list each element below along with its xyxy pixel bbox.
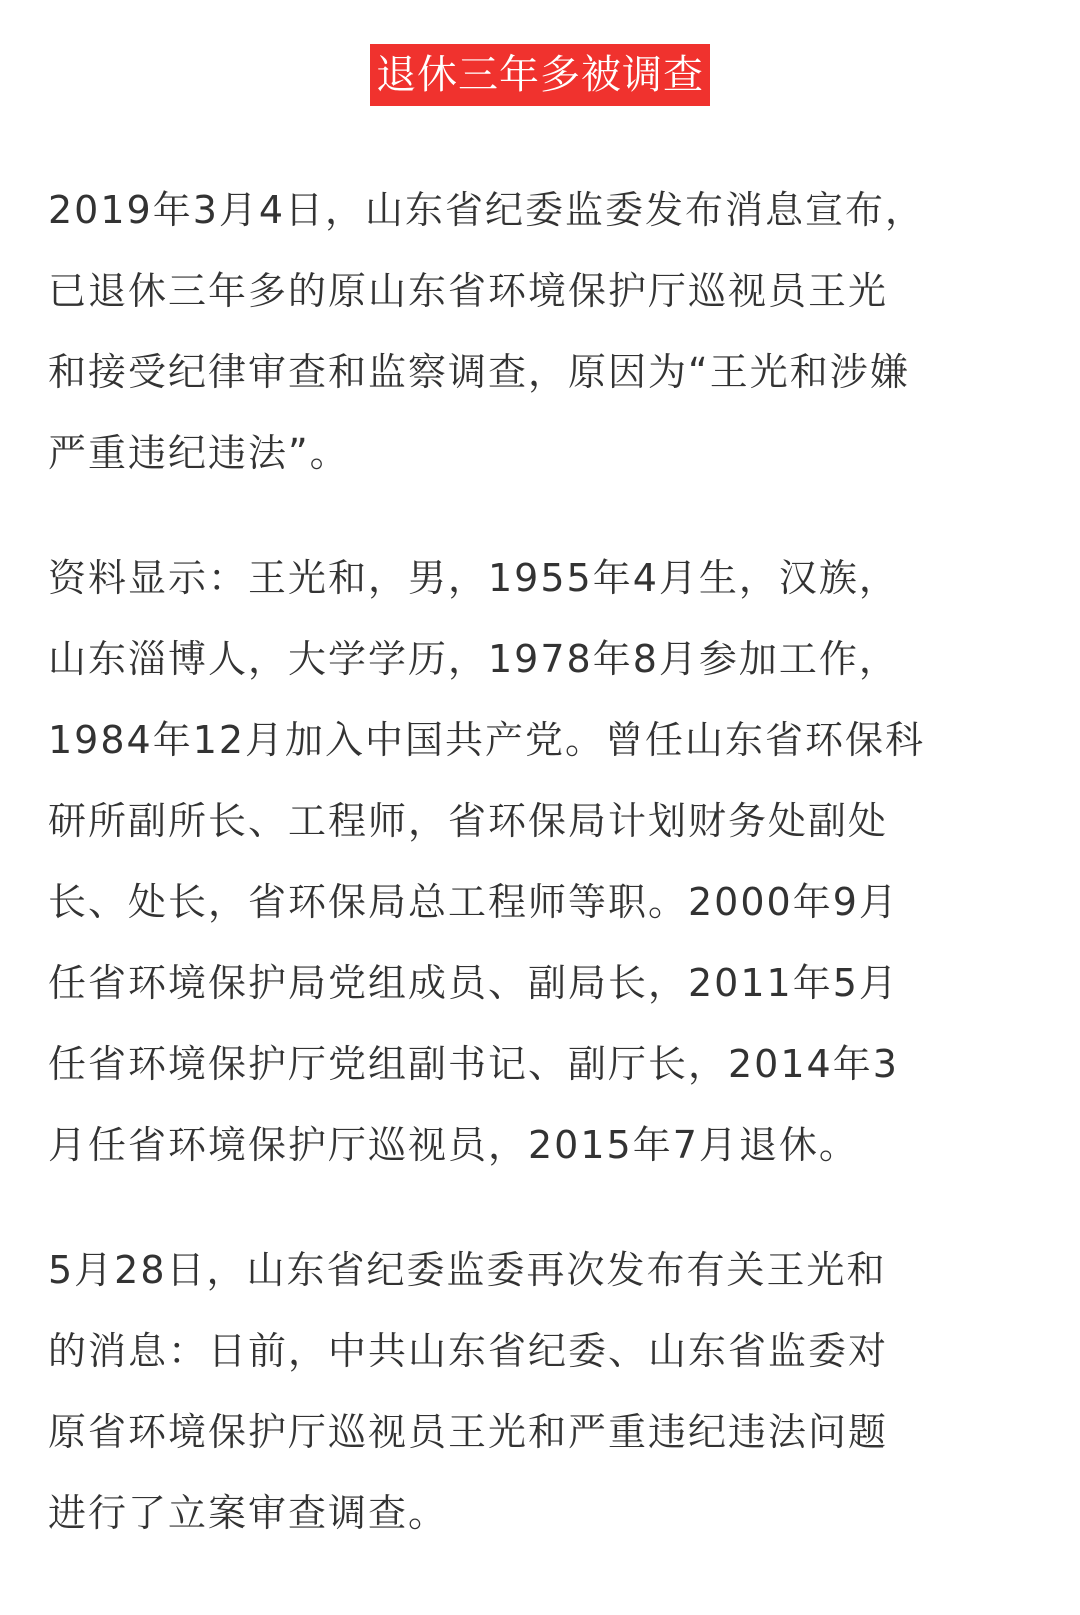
paragraph-line: 原省环境保护厅巡视员王光和严重违纪违法问题 — [48, 1410, 889, 1454]
paragraph-line: 山东淄博人，大学学历，1978年8月参加工作， — [48, 637, 899, 681]
paragraph-line: 和接受纪律审查和监察调查，原因为“王光和涉嫌 — [48, 350, 910, 394]
paragraph-investigation — [48, 1230, 1032, 1554]
paragraph-line: 研所副所长、工程师，省环保局计划财务处副处 — [48, 799, 889, 843]
paragraph-line: 月任省环境保护厅巡视员，2015年7月退休。 — [48, 1123, 859, 1167]
paragraph-line: 任省环境保护局党组成员、副局长，2011年5月 — [48, 961, 899, 1005]
paragraph-line: 5月28日，山东省纪委监委再次发布有关王光和 — [48, 1248, 887, 1292]
paragraph-line: 长、处长，省环保局总工程师等职。2000年9月 — [48, 880, 899, 924]
paragraph-line: 严重违纪违法”。 — [48, 431, 350, 475]
section-heading: 退休三年多被调查 — [370, 44, 710, 106]
paragraph-line: 1984年12月加入中国共产党。曾任山东省环保科 — [48, 718, 926, 762]
heading-container — [48, 0, 1032, 106]
paragraph-line: 已退休三年多的原山东省环境保护厅巡视员王光 — [48, 269, 889, 313]
paragraph-announcement — [48, 170, 1032, 494]
paragraph-line: 进行了立案审查调查。 — [48, 1491, 449, 1535]
paragraph-line: 的消息：日前，中共山东省纪委、山东省监委对 — [48, 1329, 889, 1373]
paragraph-line: 任省环境保护厅党组副书记、副厅长，2014年3 — [48, 1042, 899, 1086]
paragraph-line: 资料显示：王光和，男，1955年4月生，汉族， — [48, 556, 899, 600]
paragraph-biography — [48, 538, 1032, 1186]
paragraph-line: 2019年3月4日，山东省纪委监委发布消息宣布， — [48, 188, 926, 232]
